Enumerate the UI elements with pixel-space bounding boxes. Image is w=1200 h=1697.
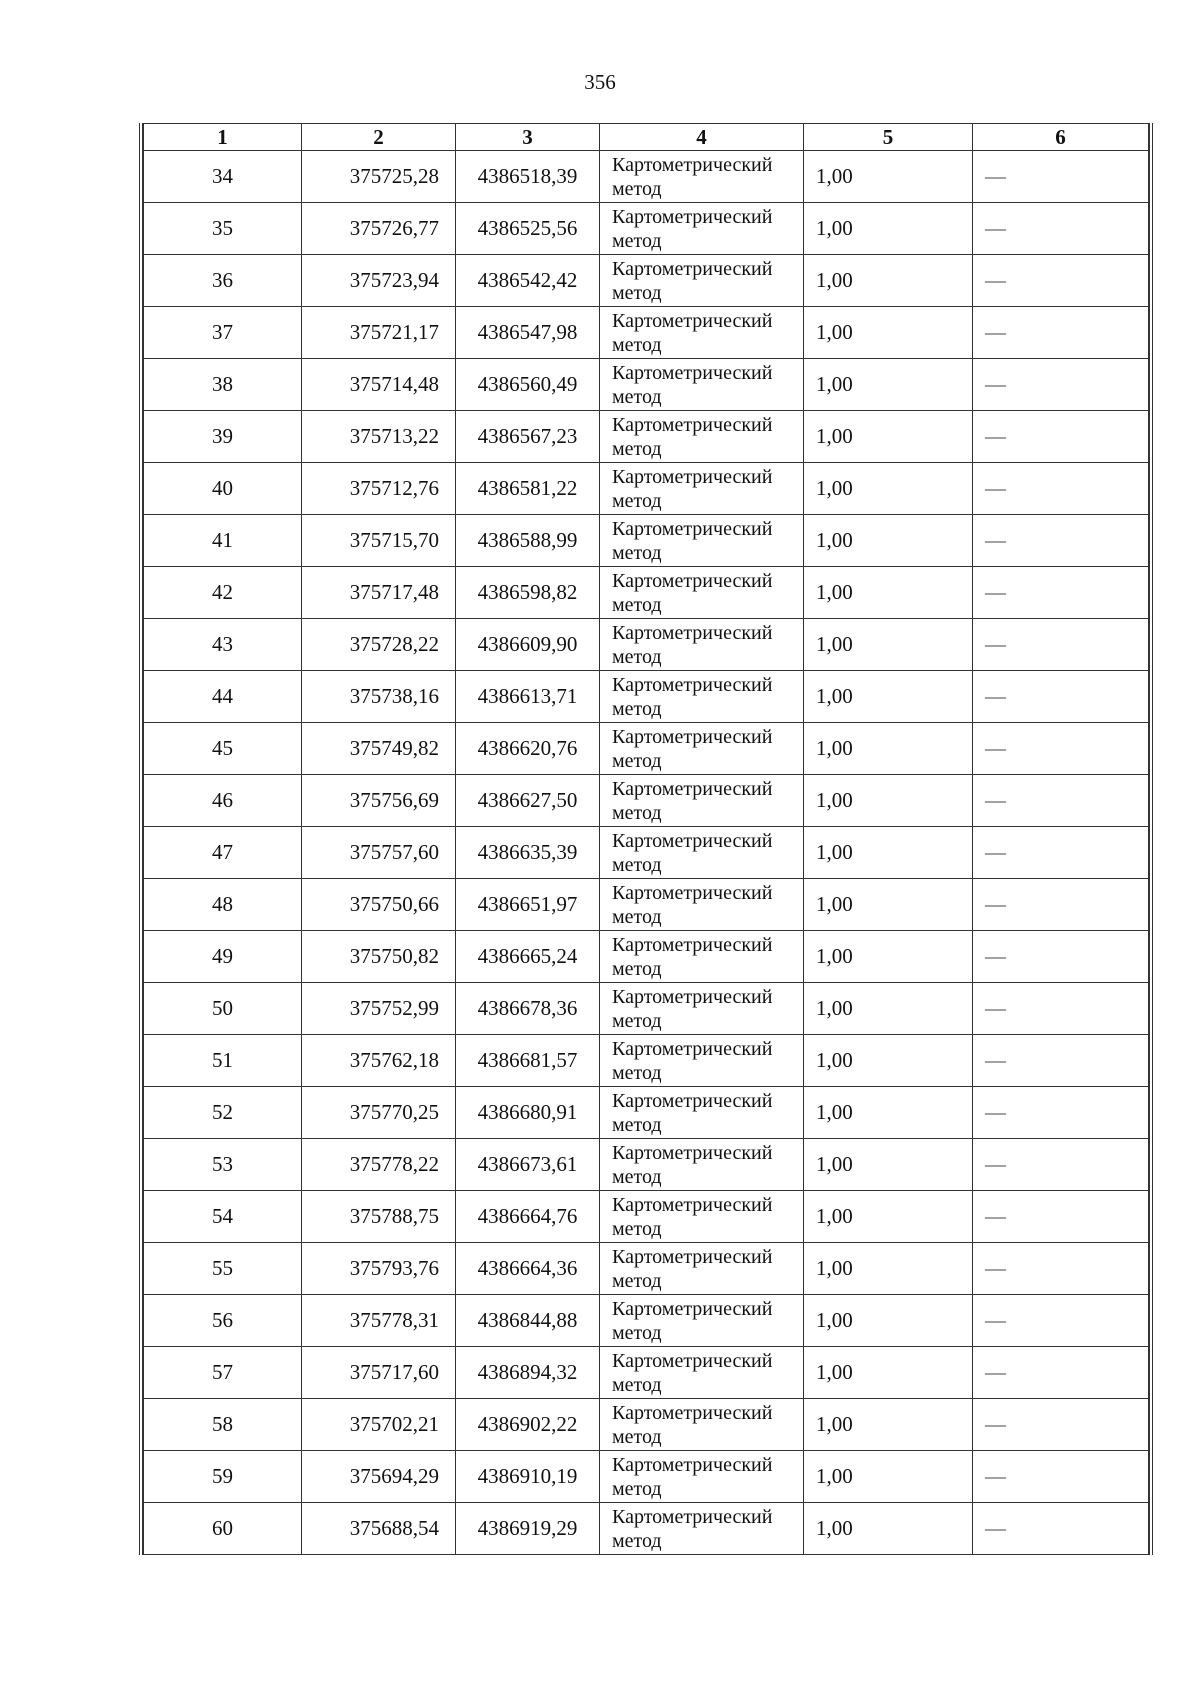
method-cell: Картометрический метод [600,1347,804,1399]
accuracy-cell: 1,00 [804,255,973,307]
method-cell: Картометрический метод [600,1503,804,1555]
method-cell: Картометрический метод [600,151,804,203]
point-number-cell: 54 [144,1191,302,1243]
description-cell: — [973,307,1149,359]
accuracy-cell: 1,00 [804,1451,973,1503]
y-coordinate-cell: 4386620,76 [456,723,600,775]
point-number-cell: 47 [144,827,302,879]
x-coordinate-cell: 375752,99 [302,983,456,1035]
method-cell: Картометрический метод [600,411,804,463]
point-number-cell: 35 [144,203,302,255]
table-row [144,567,1149,619]
method-cell: Картометрический метод [600,619,804,671]
description-cell: — [973,931,1149,983]
y-coordinate-cell: 4386567,23 [456,411,600,463]
x-coordinate-cell: 375750,82 [302,931,456,983]
table-row [144,879,1149,931]
table-row [144,1399,1149,1451]
method-cell: Картометрический метод [600,1399,804,1451]
y-coordinate-cell: 4386664,36 [456,1243,600,1295]
table-row [144,1139,1149,1191]
point-number-cell: 38 [144,359,302,411]
accuracy-cell: 1,00 [804,1139,973,1191]
accuracy-cell: 1,00 [804,1295,973,1347]
accuracy-cell: 1,00 [804,463,973,515]
y-coordinate-cell: 4386844,88 [456,1295,600,1347]
x-coordinate-cell: 375688,54 [302,1503,456,1555]
point-number-cell: 46 [144,775,302,827]
x-coordinate-cell: 375725,28 [302,151,456,203]
accuracy-cell: 1,00 [804,203,973,255]
x-coordinate-cell: 375756,69 [302,775,456,827]
description-cell: — [973,671,1149,723]
table-row [144,1347,1149,1399]
method-cell: Картометрический метод [600,307,804,359]
method-cell: Картометрический метод [600,567,804,619]
description-cell: — [973,1035,1149,1087]
point-number-cell: 37 [144,307,302,359]
y-coordinate-cell: 4386673,61 [456,1139,600,1191]
method-cell: Картометрический метод [600,879,804,931]
accuracy-cell: 1,00 [804,671,973,723]
x-coordinate-cell: 375778,22 [302,1139,456,1191]
description-cell: — [973,619,1149,671]
description-cell: — [973,1347,1149,1399]
point-number-cell: 45 [144,723,302,775]
x-coordinate-cell: 375728,22 [302,619,456,671]
table-header [144,124,1149,151]
table-row [144,983,1149,1035]
table-row [144,255,1149,307]
description-cell: — [973,1503,1149,1555]
point-number-cell: 60 [144,1503,302,1555]
point-number-cell: 58 [144,1399,302,1451]
table-row [144,203,1149,255]
point-number-cell: 40 [144,463,302,515]
description-cell: — [973,1451,1149,1503]
table-row [144,463,1149,515]
accuracy-cell: 1,00 [804,515,973,567]
y-coordinate-cell: 4386894,32 [456,1347,600,1399]
y-coordinate-cell: 4386651,97 [456,879,600,931]
x-coordinate-cell: 375750,66 [302,879,456,931]
x-coordinate-cell: 375788,75 [302,1191,456,1243]
table-row [144,775,1149,827]
x-coordinate-cell: 375721,17 [302,307,456,359]
point-number-cell: 34 [144,151,302,203]
table-row [144,307,1149,359]
accuracy-cell: 1,00 [804,723,973,775]
accuracy-cell: 1,00 [804,619,973,671]
table-row [144,1295,1149,1347]
table-row [144,1503,1149,1555]
y-coordinate-cell: 4386613,71 [456,671,600,723]
method-cell: Картометрический метод [600,671,804,723]
accuracy-cell: 1,00 [804,1035,973,1087]
column-header-3: 3 [456,124,600,151]
method-cell: Картометрический метод [600,1243,804,1295]
description-cell: — [973,983,1149,1035]
x-coordinate-cell: 375726,77 [302,203,456,255]
x-coordinate-cell: 375717,48 [302,567,456,619]
description-cell: — [973,1139,1149,1191]
x-coordinate-cell: 375712,76 [302,463,456,515]
accuracy-cell: 1,00 [804,775,973,827]
description-cell: — [973,775,1149,827]
column-header-6: 6 [973,124,1149,151]
x-coordinate-cell: 375714,48 [302,359,456,411]
table-row [144,1035,1149,1087]
y-coordinate-cell: 4386664,76 [456,1191,600,1243]
point-number-cell: 41 [144,515,302,567]
method-cell: Картометрический метод [600,1451,804,1503]
method-cell: Картометрический метод [600,1035,804,1087]
x-coordinate-cell: 375694,29 [302,1451,456,1503]
table-row [144,151,1149,203]
y-coordinate-cell: 4386910,19 [456,1451,600,1503]
point-number-cell: 43 [144,619,302,671]
description-cell: — [973,203,1149,255]
accuracy-cell: 1,00 [804,879,973,931]
description-cell: — [973,879,1149,931]
x-coordinate-cell: 375715,70 [302,515,456,567]
method-cell: Картометрический метод [600,775,804,827]
method-cell: Картометрический метод [600,1087,804,1139]
x-coordinate-cell: 375778,31 [302,1295,456,1347]
column-header-2: 2 [302,124,456,151]
table-row [144,827,1149,879]
x-coordinate-cell: 375702,21 [302,1399,456,1451]
column-header-1: 1 [144,124,302,151]
method-cell: Картометрический метод [600,203,804,255]
table-row [144,515,1149,567]
method-cell: Картометрический метод [600,463,804,515]
y-coordinate-cell: 4386598,82 [456,567,600,619]
table-row [144,1191,1149,1243]
method-cell: Картометрический метод [600,255,804,307]
y-coordinate-cell: 4386902,22 [456,1399,600,1451]
x-coordinate-cell: 375757,60 [302,827,456,879]
description-cell: — [973,827,1149,879]
coordinates-table-frame [139,123,1153,1555]
table-row [144,931,1149,983]
table-row [144,671,1149,723]
method-cell: Картометрический метод [600,931,804,983]
point-number-cell: 59 [144,1451,302,1503]
y-coordinate-cell: 4386609,90 [456,619,600,671]
y-coordinate-cell: 4386627,50 [456,775,600,827]
y-coordinate-cell: 4386681,57 [456,1035,600,1087]
point-number-cell: 55 [144,1243,302,1295]
accuracy-cell: 1,00 [804,931,973,983]
table-row [144,1243,1149,1295]
x-coordinate-cell: 375723,94 [302,255,456,307]
point-number-cell: 48 [144,879,302,931]
y-coordinate-cell: 4386518,39 [456,151,600,203]
point-number-cell: 51 [144,1035,302,1087]
x-coordinate-cell: 375713,22 [302,411,456,463]
description-cell: — [973,1295,1149,1347]
method-cell: Картометрический метод [600,1139,804,1191]
y-coordinate-cell: 4386581,22 [456,463,600,515]
description-cell: — [973,723,1149,775]
x-coordinate-cell: 375717,60 [302,1347,456,1399]
description-cell: — [973,567,1149,619]
point-number-cell: 56 [144,1295,302,1347]
point-number-cell: 50 [144,983,302,1035]
accuracy-cell: 1,00 [804,827,973,879]
description-cell: — [973,151,1149,203]
method-cell: Картометрический метод [600,983,804,1035]
accuracy-cell: 1,00 [804,983,973,1035]
table-row [144,723,1149,775]
table-body [144,151,1149,1555]
description-cell: — [973,359,1149,411]
x-coordinate-cell: 375749,82 [302,723,456,775]
page-number: 356 [584,70,616,94]
table-row [144,359,1149,411]
method-cell: Картометрический метод [600,827,804,879]
accuracy-cell: 1,00 [804,1243,973,1295]
column-header-4: 4 [600,124,804,151]
accuracy-cell: 1,00 [804,567,973,619]
y-coordinate-cell: 4386588,99 [456,515,600,567]
y-coordinate-cell: 4386680,91 [456,1087,600,1139]
point-number-cell: 36 [144,255,302,307]
description-cell: — [973,463,1149,515]
point-number-cell: 52 [144,1087,302,1139]
column-header-5: 5 [804,124,973,151]
method-cell: Картометрический метод [600,359,804,411]
accuracy-cell: 1,00 [804,359,973,411]
method-cell: Картометрический метод [600,1295,804,1347]
table-row [144,1087,1149,1139]
y-coordinate-cell: 4386547,98 [456,307,600,359]
x-coordinate-cell: 375762,18 [302,1035,456,1087]
accuracy-cell: 1,00 [804,307,973,359]
table-row [144,619,1149,671]
description-cell: — [973,515,1149,567]
method-cell: Картометрический метод [600,1191,804,1243]
point-number-cell: 53 [144,1139,302,1191]
description-cell: — [973,1243,1149,1295]
y-coordinate-cell: 4386919,29 [456,1503,600,1555]
coordinates-table [143,123,1149,1555]
accuracy-cell: 1,00 [804,1503,973,1555]
description-cell: — [973,1399,1149,1451]
point-number-cell: 42 [144,567,302,619]
accuracy-cell: 1,00 [804,1347,973,1399]
y-coordinate-cell: 4386665,24 [456,931,600,983]
y-coordinate-cell: 4386678,36 [456,983,600,1035]
description-cell: — [973,1191,1149,1243]
x-coordinate-cell: 375770,25 [302,1087,456,1139]
point-number-cell: 49 [144,931,302,983]
y-coordinate-cell: 4386542,42 [456,255,600,307]
point-number-cell: 39 [144,411,302,463]
point-number-cell: 44 [144,671,302,723]
y-coordinate-cell: 4386560,49 [456,359,600,411]
accuracy-cell: 1,00 [804,1399,973,1451]
method-cell: Картометрический метод [600,515,804,567]
accuracy-cell: 1,00 [804,1191,973,1243]
accuracy-cell: 1,00 [804,411,973,463]
description-cell: — [973,1087,1149,1139]
header-row [144,124,1149,151]
description-cell: — [973,411,1149,463]
table-row [144,1451,1149,1503]
y-coordinate-cell: 4386635,39 [456,827,600,879]
x-coordinate-cell: 375793,76 [302,1243,456,1295]
method-cell: Картометрический метод [600,723,804,775]
table-row [144,411,1149,463]
accuracy-cell: 1,00 [804,151,973,203]
point-number-cell: 57 [144,1347,302,1399]
x-coordinate-cell: 375738,16 [302,671,456,723]
accuracy-cell: 1,00 [804,1087,973,1139]
description-cell: — [973,255,1149,307]
y-coordinate-cell: 4386525,56 [456,203,600,255]
